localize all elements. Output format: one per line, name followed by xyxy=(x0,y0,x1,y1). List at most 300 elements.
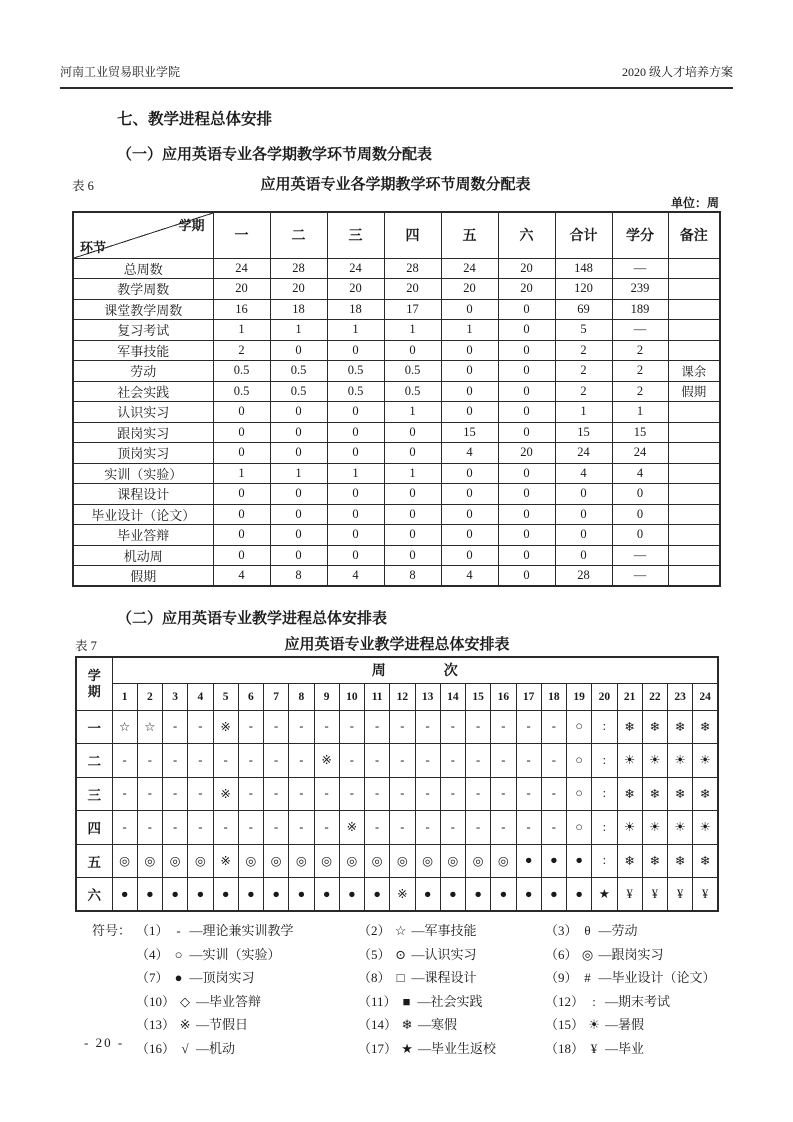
legend-item-desc: —毕业 xyxy=(605,1040,645,1056)
table7-symbol-cell: - xyxy=(541,777,566,811)
table6-value-cell: 0 xyxy=(327,422,384,443)
table6-value-cell: 2 xyxy=(213,340,270,361)
week-header-zhou: 周 xyxy=(371,664,386,680)
table6-value-cell: 0 xyxy=(441,525,498,546)
table6-row-label: 毕业设计（论文） xyxy=(73,504,213,525)
table6-value-cell: 189 xyxy=(612,299,668,320)
table7-semester-row xyxy=(76,811,718,845)
table6-value-cell: 239 xyxy=(612,279,668,300)
table6-row xyxy=(73,361,720,382)
legend-item-symbol: ◇ xyxy=(180,993,191,1009)
table7-symbol-cell: - xyxy=(365,710,390,744)
table7-symbol-cell: ● xyxy=(137,878,162,912)
table7-semester-row xyxy=(76,710,718,744)
table7-symbol-cell: ● xyxy=(314,878,339,912)
table7-symbol-cell: - xyxy=(466,710,491,744)
table7-week-number: 16 xyxy=(491,683,516,710)
table7-symbol-cell: ¥ xyxy=(642,878,667,912)
table6-value-cell: 0.5 xyxy=(384,381,441,402)
legend-item-number: （6） xyxy=(545,946,578,962)
table7-symbol-cell: - xyxy=(415,744,440,778)
table7-symbol-cell: - xyxy=(440,811,465,845)
table6-value-cell: 20 xyxy=(270,279,327,300)
legend-item-number: （9） xyxy=(545,970,578,985)
table6-value-cell: — xyxy=(612,258,668,279)
table7-week-number: 22 xyxy=(642,683,667,710)
table7-symbol-cell: ● xyxy=(541,878,566,912)
table7-symbol-cell: ● xyxy=(516,878,541,912)
table7-symbol-cell: ❄ xyxy=(642,844,667,878)
table7-symbol-cell: ◎ xyxy=(440,844,465,878)
table6-value-cell: 0 xyxy=(498,422,555,443)
legend-item-desc: —实训（实验） xyxy=(189,946,281,962)
table6-value-cell: 0.5 xyxy=(384,361,441,382)
legend-item-number: （13） xyxy=(136,1017,176,1032)
table6-column-header: 学分 xyxy=(612,212,668,258)
table7-symbol-cell: ❄ xyxy=(617,710,642,744)
legend-item-desc: —暑假 xyxy=(605,1017,645,1032)
legend-item xyxy=(358,943,545,967)
table7-symbol-cell: ◎ xyxy=(415,844,440,878)
table6-column-header: 一 xyxy=(213,212,270,258)
table6-value-cell: 1 xyxy=(384,463,441,484)
legend-item-desc: —跟岗实习 xyxy=(598,946,664,962)
table7-symbol-cell: - xyxy=(238,744,263,778)
table6-row xyxy=(73,463,720,484)
table7-symbol-cell: ☀ xyxy=(668,811,693,845)
legend-item-number: （10） xyxy=(136,993,176,1009)
table7-symbol-cell: - xyxy=(264,710,289,744)
table6-value-cell: 0 xyxy=(441,463,498,484)
table6-value-cell: 8 xyxy=(270,566,327,587)
table6-value-cell: 1 xyxy=(327,463,384,484)
table6-value-cell: 0 xyxy=(498,504,555,525)
table7-symbol-cell: - xyxy=(289,811,314,845)
table6-row xyxy=(73,402,720,423)
table6-value-cell: 4 xyxy=(213,566,270,587)
table7-body xyxy=(76,710,718,911)
table7-symbol-cell: ☀ xyxy=(617,811,642,845)
legend-item xyxy=(545,990,716,1014)
table7-symbol-cell: - xyxy=(390,744,415,778)
table7-symbol-cell: - xyxy=(491,744,516,778)
table7-symbol-cell: - xyxy=(289,744,314,778)
table6-value-cell: 20 xyxy=(498,443,555,464)
table7-semester-row xyxy=(76,744,718,778)
table6-row xyxy=(73,504,720,525)
table7-symbol-cell: - xyxy=(213,811,238,845)
legend-item-number: （14） xyxy=(358,1017,398,1032)
table6-value-cell: 0 xyxy=(612,504,668,525)
table7-week-number: 5 xyxy=(213,683,238,710)
table7-symbol-cell: ¥ xyxy=(617,878,642,912)
semester-char-1: 学 xyxy=(87,667,101,683)
legend-item-number: （7） xyxy=(136,970,169,985)
legend-item xyxy=(136,1013,358,1037)
table7-semester-label: 四 xyxy=(76,811,112,845)
table7-symbol-cell: ❄ xyxy=(693,844,718,878)
table7-symbol-cell: - xyxy=(112,777,137,811)
table6-row-label: 假期 xyxy=(73,566,213,587)
table6-value-cell: 20 xyxy=(327,279,384,300)
table7-symbol-cell: - xyxy=(163,710,188,744)
table7-symbol-cell: - xyxy=(314,710,339,744)
table6-row xyxy=(73,545,720,566)
legend-item-symbol: ★ xyxy=(401,1040,413,1056)
table7-symbol-cell: ❄ xyxy=(693,710,718,744)
table7-symbol-cell: ☀ xyxy=(693,744,718,778)
table7-symbol-cell: - xyxy=(289,710,314,744)
table7-symbol-cell: ¥ xyxy=(693,878,718,912)
table7-symbol-cell: - xyxy=(541,744,566,778)
table6-value-cell: 15 xyxy=(441,422,498,443)
legend-item-desc: —理论兼实训教学 xyxy=(189,923,294,938)
table7-semester-row xyxy=(76,844,718,878)
table7-symbol-cell: - xyxy=(137,744,162,778)
table6-value-cell: 2 xyxy=(555,340,612,361)
table6-value-cell: 0.5 xyxy=(327,381,384,402)
table6-value-cell: 24 xyxy=(612,443,668,464)
table6-value-cell: 28 xyxy=(384,258,441,279)
legend-item-desc: —毕业生返校 xyxy=(418,1040,497,1056)
table6-value-cell: 1 xyxy=(555,402,612,423)
table7-symbol-cell: ● xyxy=(440,878,465,912)
table6-value-cell: 0 xyxy=(441,484,498,505)
table6-value-cell: 8 xyxy=(384,566,441,587)
table6-value-cell: 0.5 xyxy=(213,361,270,382)
table6-value-cell: 24 xyxy=(327,258,384,279)
table7-title: 应用英语专业教学进程总体安排表 xyxy=(284,637,510,653)
table6-unit-note: 单位：周 xyxy=(670,196,719,210)
table6-value-cell: 0 xyxy=(441,340,498,361)
legend-item-number: （15） xyxy=(545,1017,585,1032)
legend-item-symbol: # xyxy=(584,970,591,985)
table6-value-cell: 课余 xyxy=(668,361,720,382)
table6-value-cell: 0 xyxy=(441,545,498,566)
table6-value-cell xyxy=(668,545,720,566)
table7-symbol-cell: - xyxy=(264,811,289,845)
table6-row-label: 跟岗实习 xyxy=(73,422,213,443)
table6-value-cell: 0 xyxy=(498,320,555,341)
table6-value-cell: 2 xyxy=(555,381,612,402)
table6-value-cell: 0 xyxy=(327,504,384,525)
table6-value-cell: 0 xyxy=(270,484,327,505)
table7-symbol-cell: - xyxy=(390,777,415,811)
table6-value-cell: 20 xyxy=(213,279,270,300)
table7-symbol-cell: - xyxy=(516,744,541,778)
table7-symbol-cell: : xyxy=(592,777,617,811)
table6-value-cell: 0 xyxy=(270,545,327,566)
running-header xyxy=(60,63,733,89)
table7-symbol-cell: - xyxy=(415,777,440,811)
table7-symbol-cell: : xyxy=(592,744,617,778)
table6-value-cell xyxy=(668,279,720,300)
table6-row xyxy=(73,484,720,505)
table6-value-cell: 24 xyxy=(213,258,270,279)
table7-symbol-cell: ● xyxy=(238,878,263,912)
table6-row xyxy=(73,381,720,402)
table7-week-header xyxy=(112,657,718,683)
table7-symbol-cell: - xyxy=(238,811,263,845)
table7-week-number: 2 xyxy=(137,683,162,710)
table7-semester-label: 一 xyxy=(76,710,112,744)
legend-item-symbol: ☀ xyxy=(588,1017,600,1032)
table7-symbol-cell: ❄ xyxy=(617,777,642,811)
table6-value-cell: 4 xyxy=(441,566,498,587)
table7-symbol-cell: - xyxy=(466,744,491,778)
table6-value-cell: — xyxy=(612,545,668,566)
table7-week-number: 11 xyxy=(365,683,390,710)
table6-corner-cell xyxy=(73,212,213,258)
table7-symbol-cell: ● xyxy=(491,878,516,912)
table7-week-number: 24 xyxy=(693,683,718,710)
legend-item-symbol: ● xyxy=(174,970,183,985)
table6-value-cell: — xyxy=(612,566,668,587)
table6-value-cell: 0 xyxy=(612,525,668,546)
table6-header-row xyxy=(73,212,720,258)
table7-symbol-cell: ● xyxy=(567,844,592,878)
legend-item-desc: —机动 xyxy=(196,1040,236,1056)
table7-symbol-cell: ◎ xyxy=(390,844,415,878)
table6-value-cell: 0 xyxy=(213,504,270,525)
table7-symbol-cell: ◎ xyxy=(188,844,213,878)
table6-row xyxy=(73,525,720,546)
table6-value-cell: 0 xyxy=(384,484,441,505)
table7-caption xyxy=(75,633,719,655)
table7-schedule xyxy=(75,656,719,912)
table7-symbol-cell: ❄ xyxy=(617,844,642,878)
table7-symbol-cell: ☀ xyxy=(642,811,667,845)
table6-value-cell: 5 xyxy=(555,320,612,341)
header-plan-name: 2020 级人才培养方案 xyxy=(621,65,733,79)
table7-week-number: 21 xyxy=(617,683,642,710)
table6-value-cell: 0 xyxy=(441,402,498,423)
table6-row-label: 复习考试 xyxy=(73,320,213,341)
legend-item-desc: —认识实习 xyxy=(411,946,477,962)
table6-value-cell: 0 xyxy=(213,525,270,546)
table7-symbol-cell: ● xyxy=(289,878,314,912)
table7-symbol-cell: ○ xyxy=(567,811,592,845)
table7-semester-label: 三 xyxy=(76,777,112,811)
table6-value-cell xyxy=(668,299,720,320)
legend-item xyxy=(545,1013,716,1037)
table6-value-cell: 0 xyxy=(327,340,384,361)
table6-value-cell xyxy=(668,443,720,464)
table7-symbol-cell: ☀ xyxy=(693,811,718,845)
table7-symbol-cell: ★ xyxy=(592,878,617,912)
table6-value-cell: 0 xyxy=(498,545,555,566)
table6-column-header: 六 xyxy=(498,212,555,258)
table6-value-cell: 0 xyxy=(441,504,498,525)
legend-item-number: （4） xyxy=(136,946,169,962)
table6-row xyxy=(73,258,720,279)
table7-symbol-cell: ● xyxy=(415,878,440,912)
table7-symbol-cell: ◎ xyxy=(289,844,314,878)
legend-item xyxy=(358,1013,545,1037)
subsection-1-title: （一）应用英语专业各学期教学环节周数分配表 xyxy=(117,147,433,163)
table6-value-cell: 0 xyxy=(270,525,327,546)
subsection-2-title: （二）应用英语专业教学进程总体安排表 xyxy=(117,611,388,627)
table6-value-cell: 20 xyxy=(498,258,555,279)
table7-symbol-cell: - xyxy=(365,777,390,811)
table7-symbol-cell: - xyxy=(541,710,566,744)
table6-value-cell xyxy=(668,422,720,443)
legend-item xyxy=(136,919,358,943)
table6-column-header: 四 xyxy=(384,212,441,258)
table6-value-cell xyxy=(668,258,720,279)
table7-symbol-cell: ❄ xyxy=(668,777,693,811)
table6-row-label: 顶岗实习 xyxy=(73,443,213,464)
table6-value-cell: 20 xyxy=(498,279,555,300)
table6-value-cell: 0 xyxy=(213,484,270,505)
table7-symbol-cell: ❄ xyxy=(642,777,667,811)
table7-symbol-cell: - xyxy=(112,811,137,845)
table6-value-cell: 1 xyxy=(270,463,327,484)
table7-symbol-cell: - xyxy=(188,811,213,845)
page-number: - 20 - xyxy=(84,1035,125,1050)
table7-symbol-cell: - xyxy=(390,811,415,845)
table7-symbol-cell: - xyxy=(163,811,188,845)
table7-symbol-cell: ◎ xyxy=(314,844,339,878)
legend-item xyxy=(545,919,716,943)
legend-item xyxy=(136,943,358,967)
table7-symbol-cell: ☀ xyxy=(668,744,693,778)
table7-symbol-cell: - xyxy=(440,710,465,744)
table7-symbol-cell: - xyxy=(238,777,263,811)
table6-value-cell: 0 xyxy=(555,484,612,505)
table6-value-cell xyxy=(668,463,720,484)
table6-row xyxy=(73,279,720,300)
table7-symbol-cell: ● xyxy=(213,878,238,912)
legend-label: 符号： xyxy=(92,923,132,938)
table6-value-cell: 0 xyxy=(555,504,612,525)
table6-value-cell: 28 xyxy=(270,258,327,279)
table6-value-cell: 0 xyxy=(441,381,498,402)
table6-value-cell: 0.5 xyxy=(270,361,327,382)
table6-value-cell: 1 xyxy=(213,320,270,341)
table6-value-cell: 0 xyxy=(498,484,555,505)
legend-item-symbol: √ xyxy=(181,1040,189,1056)
table6-value-cell: 0 xyxy=(498,402,555,423)
table7-symbol-cell: - xyxy=(339,744,364,778)
table7-symbol-cell: ● xyxy=(163,878,188,912)
table7-symbol-cell: ○ xyxy=(567,744,592,778)
header-school-name: 河南工业贸易职业学院 xyxy=(60,65,181,79)
table7-symbol-cell: - xyxy=(466,811,491,845)
table6-row-label: 课堂教学周数 xyxy=(73,299,213,320)
legend-item-symbol: ❄ xyxy=(401,1017,413,1032)
table6-value-cell xyxy=(668,504,720,525)
table7-symbol-cell: - xyxy=(516,777,541,811)
table6-value-cell: 0.5 xyxy=(270,381,327,402)
legend-item-number: （17） xyxy=(358,1040,398,1056)
table7-label: 表 7 xyxy=(75,639,97,653)
table6-value-cell: 20 xyxy=(441,279,498,300)
table7-symbol-cell: ● xyxy=(339,878,364,912)
table6-value-cell: 18 xyxy=(270,299,327,320)
table6-value-cell: 2 xyxy=(612,361,668,382)
table7-symbol-cell: ※ xyxy=(390,878,415,912)
table7-symbol-cell: - xyxy=(137,811,162,845)
table6-value-cell: 0 xyxy=(498,381,555,402)
table7-symbol-cell: - xyxy=(163,777,188,811)
table7-symbol-cell: ❄ xyxy=(668,710,693,744)
legend-grid xyxy=(136,919,716,1060)
table7-symbol-cell: ○ xyxy=(567,710,592,744)
table6-value-cell: 假期 xyxy=(668,381,720,402)
table6-value-cell: 4 xyxy=(555,463,612,484)
table7-symbol-cell: ❄ xyxy=(693,777,718,811)
table7-symbol-cell: - xyxy=(289,777,314,811)
table6-value-cell: 0 xyxy=(612,484,668,505)
table6-value-cell: 0 xyxy=(384,340,441,361)
legend-item-number: （1） xyxy=(136,923,169,938)
legend-item-desc: —毕业设计（论文） xyxy=(598,970,716,985)
table7-symbol-cell: - xyxy=(213,744,238,778)
table7-symbol-cell: - xyxy=(339,777,364,811)
table6-value-cell: 15 xyxy=(555,422,612,443)
table7-symbol-cell: - xyxy=(440,777,465,811)
legend-item-desc: —顶岗实习 xyxy=(189,970,255,985)
table7-week-number: 19 xyxy=(567,683,592,710)
table7-symbol-cell: ◎ xyxy=(491,844,516,878)
table6-row-label: 实训（实验） xyxy=(73,463,213,484)
table7-week-number: 18 xyxy=(541,683,566,710)
legend-item xyxy=(358,966,545,990)
table6-value-cell: 0 xyxy=(327,484,384,505)
table7-week-number: 7 xyxy=(264,683,289,710)
table7-symbol-cell: ☆ xyxy=(137,710,162,744)
table6-row xyxy=(73,299,720,320)
table6-column-header: 二 xyxy=(270,212,327,258)
table6-row xyxy=(73,566,720,587)
table6-value-cell: 4 xyxy=(327,566,384,587)
legend-item-desc: —节假日 xyxy=(196,1017,249,1032)
table6-column-header: 三 xyxy=(327,212,384,258)
table7-symbol-cell: - xyxy=(314,777,339,811)
table6-value-cell: 1 xyxy=(270,320,327,341)
table6-value-cell: 0.5 xyxy=(213,381,270,402)
table7-symbol-cell: ◎ xyxy=(137,844,162,878)
table7-semester-label: 六 xyxy=(76,878,112,912)
table6-value-cell: 0 xyxy=(384,422,441,443)
table7-symbol-cell: : xyxy=(592,811,617,845)
table6-value-cell: 0.5 xyxy=(327,361,384,382)
table7-week-number: 17 xyxy=(516,683,541,710)
table6-value-cell: 0 xyxy=(327,545,384,566)
table7-symbol-cell: - xyxy=(264,777,289,811)
table7-symbol-cell: ¥ xyxy=(668,878,693,912)
table7-symbol-cell: - xyxy=(466,777,491,811)
legend-item-desc: —军事技能 xyxy=(411,923,477,938)
legend-item-number: （8） xyxy=(358,970,391,985)
table6-value-cell: 1 xyxy=(612,402,668,423)
table6-row-label: 总周数 xyxy=(73,258,213,279)
table6-value-cell: 24 xyxy=(441,258,498,279)
table7-week-number: 1 xyxy=(112,683,137,710)
table7-symbol-cell: ☀ xyxy=(642,744,667,778)
table6-body xyxy=(73,258,720,586)
legend-item-desc: —期末考试 xyxy=(605,993,671,1009)
table6-row-label: 教学周数 xyxy=(73,279,213,300)
table6-value-cell: 1 xyxy=(213,463,270,484)
table6-value-cell: 2 xyxy=(612,340,668,361)
table6-value-cell: 1 xyxy=(384,402,441,423)
table7-symbol-cell: - xyxy=(137,777,162,811)
table7-symbol-cell: ☆ xyxy=(112,710,137,744)
table7-week-number: 4 xyxy=(188,683,213,710)
legend-item-desc: —寒假 xyxy=(418,1017,458,1032)
